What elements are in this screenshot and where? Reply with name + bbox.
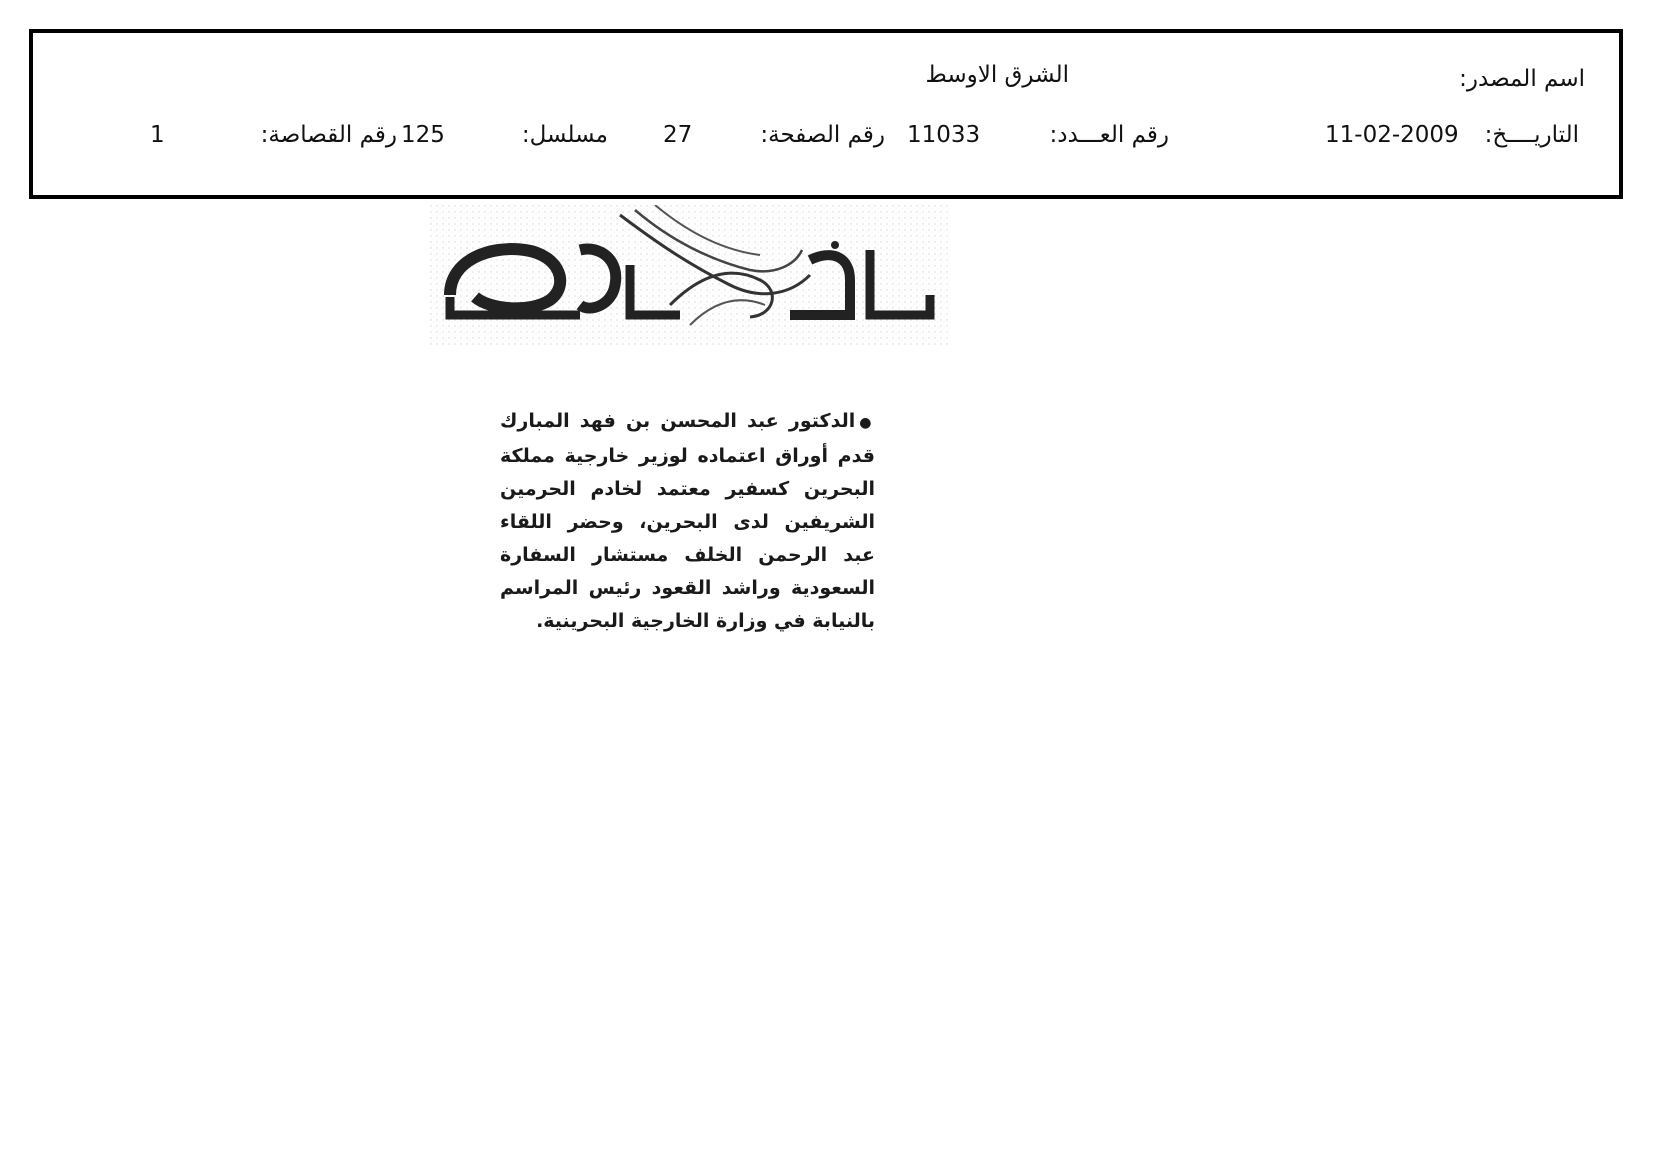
source-label: اسم المصدر:	[1459, 66, 1585, 92]
clip-value: 1	[150, 122, 165, 148]
issue-label: رقم العـــدد:	[1049, 122, 1169, 148]
source-value: الشرق الاوسط	[925, 62, 1069, 88]
clip-label: رقم القصاصة:	[260, 122, 397, 148]
clipping-header-box	[29, 29, 1623, 199]
issue-value: 11033	[907, 122, 981, 148]
article-body	[500, 405, 875, 638]
serial-label: مسلسل:	[521, 122, 608, 148]
bullet-icon: ●	[859, 415, 875, 431]
serial-value: 125	[401, 122, 445, 148]
date-value: 11-02-2009	[1325, 122, 1459, 148]
calligraphy-logo-icon	[430, 205, 950, 345]
page-label: رقم الصفحة:	[760, 122, 885, 148]
article-text: الدكتور عبد المحسن بن فهد المبارك قدم أوراق اعتماده لوزير خارجية مملكة البحرين كسفير معتمد لخادم الحرمين الشريفين لدى البحرين، وحضر اللقاء عبد الرحمن الخلف مستشار السفارة السعودية وراشد القعود رئيس المراسم بالنيابة في وزارة الخارجية البحرينية.	[500, 410, 875, 632]
page-value: 27	[663, 122, 693, 148]
date-label: التاريــــخ:	[1484, 122, 1579, 148]
